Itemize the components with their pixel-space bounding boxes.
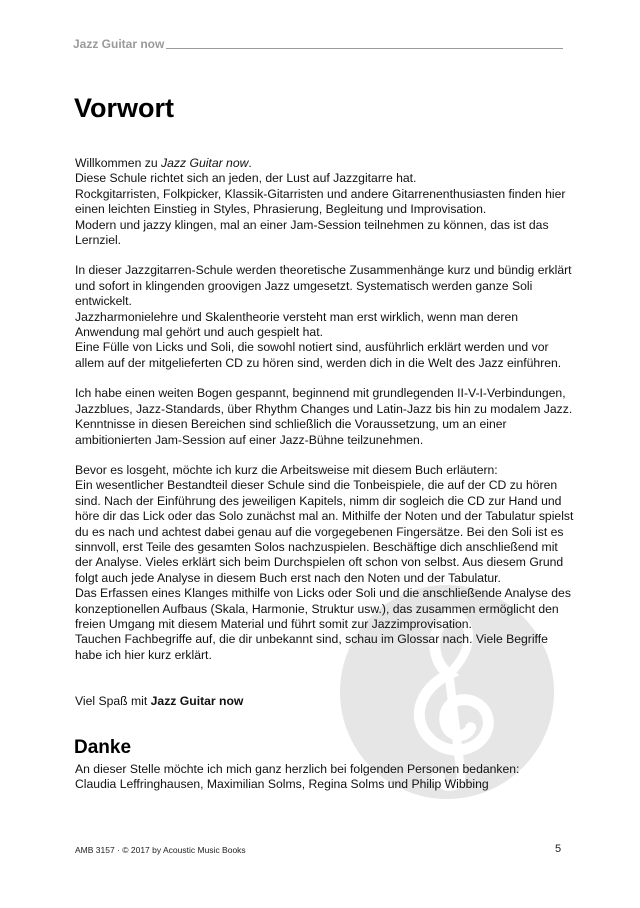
workflow-line: Das Erfassen eines Klanges mithilfe von Licks oder Soli und die anschließende Analyse des konzeptionellen Aufbaus (Skala, Harmonie, Struktur usw.), das zusammen ermöglicht den freien Umgang mit diesem Material und führt somit zur Jazzimprovisation. bbox=[75, 586, 571, 631]
intro-paragraph bbox=[75, 156, 575, 248]
scope-paragraph: Ich habe einen weiten Bogen gespannt, beginnend mit grundlegenden II-V-I-Verbindungen, Jazzblues, Jazz-Standards, über Rhythm Changes und Latin-Jazz bis hin zu modalem Jazz. Kenntnisse in diesen Bereichen sind schließlich die Voraussetzung, um an einer ambitionierten Jam-Session auf einer Jazz-Bühne teilzunehmen. bbox=[75, 386, 573, 447]
thanks-paragraph bbox=[75, 762, 575, 793]
heading-danke: Danke bbox=[74, 736, 132, 758]
page-number: 5 bbox=[555, 843, 562, 855]
workflow-line: Bevor es losgeht, möchte ich kurz die Arbeitsweise mit diesem Buch erläutern: bbox=[75, 462, 498, 477]
welcome-prefix: Willkommen zu bbox=[75, 156, 162, 170]
workflow-line: Ein wesentlicher Bestandteil dieser Schule sind die Tonbeispiele, die auf der CD zu hören sind. Nach der Einführung des jeweiligen Kapitels, nimm dir sogleich die CD zur Hand und höre dir das Lick oder das Solo zunächst mal an. Mithilfe der Noten und der Tabulatur spielst du es nach und achtest dabei genau auf die vorgegebenen Fingersätze. Bei den Soli ist es sinnvoll, erst Teile des gesamten Solos nachzuspielen. Beschäftige dich anschließend mit der Analyse. Vieles erklärt sich beim Durchspielen oft schon von selbst. Aus diesem Grund folgt auch jede Analyse in diesem Buch erst nach den Noten und der Tabulatur. bbox=[75, 478, 574, 585]
intro-line: Rockgitarristen, Folkpicker, Klassik-Gitarristen und andere Gitarrenenthusiasten finden hier einen leichten Einstieg in Styles, Phrasierung, Begleitung und Improvisation. bbox=[75, 186, 566, 217]
closing-prefix: Viel Spaß mit bbox=[75, 694, 151, 709]
method-paragraph bbox=[75, 263, 575, 371]
method-line: Eine Fülle von Licks und Soli, die sowohl notiert sind, ausführlich erklärt werden und vor allem auf der mitgelieferten CD zu hören sind, werden dich in die Welt des Jazz einführen. bbox=[75, 340, 562, 370]
heading-vorwort: Vorwort bbox=[74, 93, 174, 123]
page-content bbox=[75, 92, 575, 792]
footer-copyright: AMB 3157 · © 2017 by Acoustic Music Books bbox=[75, 845, 246, 855]
workflow-paragraph bbox=[75, 463, 575, 663]
header-title: Jazz Guitar now bbox=[73, 37, 165, 51]
thanks-line: An dieser Stelle möchte ich mich ganz herzlich bei folgenden Personen bedanken: bbox=[75, 761, 520, 776]
header-rule bbox=[166, 48, 563, 49]
workflow-line: Tauchen Fachbegriffe auf, die dir unbekannt sind, schau im Glossar nach. Viele Begriffe habe ich hier kurz erklärt. bbox=[75, 632, 548, 662]
closing-line bbox=[75, 694, 575, 709]
intro-line: Diese Schule richtet sich an jeden, der Lust auf Jazzgitarre hat. bbox=[75, 171, 417, 186]
welcome-suffix: . bbox=[248, 156, 252, 170]
book-title-bold: Jazz Guitar now bbox=[150, 694, 244, 709]
welcome-line bbox=[75, 156, 575, 171]
running-header bbox=[73, 37, 563, 51]
intro-line: Modern und jazzy klingen, mal an einer Jam-Session teilnehmen zu können, das ist das Lernziel. bbox=[75, 217, 549, 248]
thanks-names: Claudia Leffringhausen, Maximilian Solms, Regina Solms und Philip Wibbing bbox=[75, 777, 489, 791]
method-line: Jazzharmonielehre und Skalentheorie versteht man erst wirklich, wenn man deren Anwendung mal gehört und auch gespielt hat. bbox=[75, 309, 519, 340]
book-title-italic: Jazz Guitar now bbox=[161, 156, 249, 170]
method-line: In dieser Jazzgitarren-Schule werden theoretische Zusammenhänge kurz und bündig erklärt und sofort in klingenden groovigen Jazz umgesetzt. Systematisch werden ganze Soli entwickelt. bbox=[75, 263, 572, 309]
